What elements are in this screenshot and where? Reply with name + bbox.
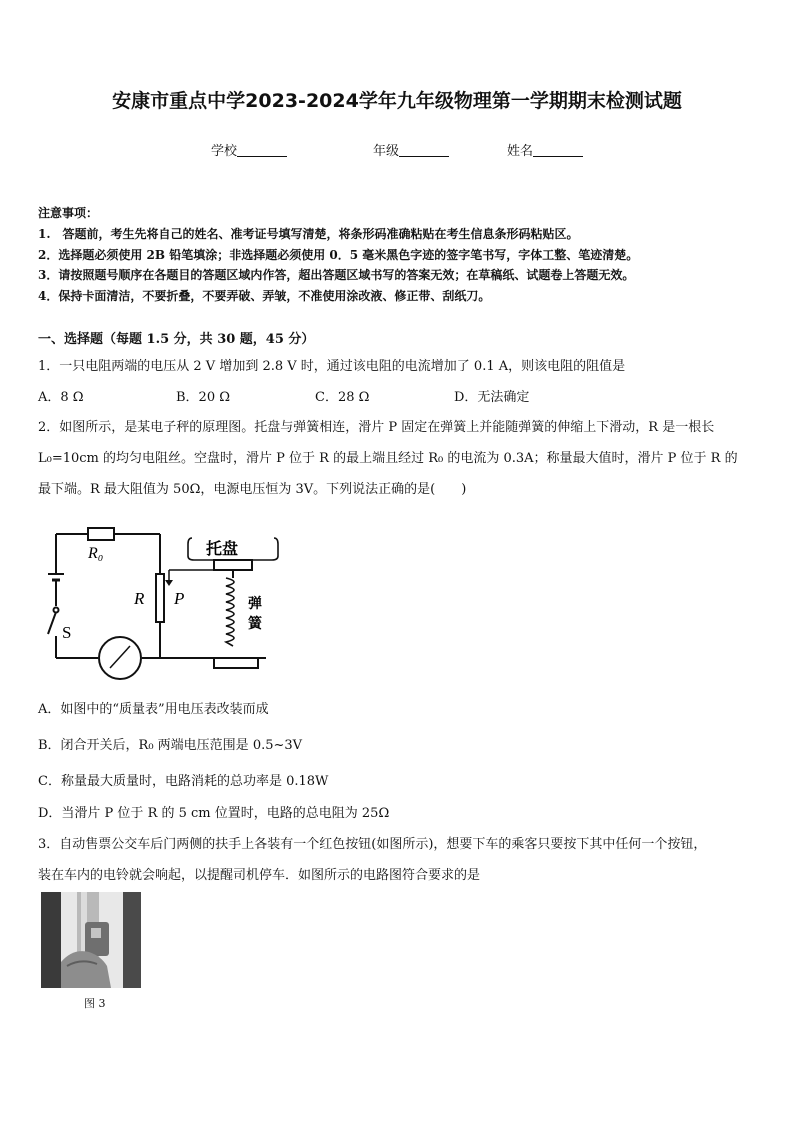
q2-option-a: A．如图中的“质量表”用电压表改装而成 bbox=[38, 702, 269, 717]
label-r: R bbox=[134, 589, 145, 608]
q1-option-d: D．无法确定 bbox=[454, 390, 530, 405]
spring-base bbox=[214, 658, 258, 668]
q2-line: L₀=10cm 的均匀电阻丝。空盘时，滑片 P 位于 R 的最上端且经过 R₀ 的电流为 0.3A；称量最大值时，滑片 P 位于 R 的 bbox=[38, 451, 738, 466]
name-label: 姓名 bbox=[507, 144, 534, 159]
label-s: S bbox=[62, 623, 72, 642]
q3-line: 装在车内的电铃就会响起，以提醒司机停车．如图所示的电路图符合要求的是 bbox=[38, 868, 481, 883]
scale-circuit-diagram bbox=[36, 520, 286, 680]
school-label: 学校 bbox=[211, 144, 238, 159]
q2-line: 最下端。R 最大阻值为 50Ω，电源电压恒为 3V。下列说法正确的是( ) bbox=[38, 482, 467, 497]
q2-option-b: B．闭合开关后，R₀ 两端电压范围是 0.5~3V bbox=[38, 738, 303, 753]
q3-line: 3．自动售票公交车后门两侧的扶手上各装有一个红色按钮(如图所示)，想要下车的乘客只要按下其中任何一个按钮， bbox=[38, 837, 707, 852]
label-p: P bbox=[174, 589, 185, 608]
grade-label: 年级 bbox=[373, 144, 400, 159]
q1-option-c: C．28 Ω bbox=[315, 390, 370, 405]
q1-stem: 1．一只电阻两端的电压从 2 V 增加到 2.8 V 时，通过该电阻的电流增加了 0.1 A，则该电阻的阻值是 bbox=[38, 359, 626, 374]
school-blank bbox=[237, 144, 287, 157]
figure-3-caption: 图 3 bbox=[84, 997, 106, 1010]
q1-option-a: A．8 Ω bbox=[38, 390, 84, 405]
q1-option-b: B．20 Ω bbox=[176, 390, 231, 405]
resistor-r0 bbox=[88, 528, 114, 540]
school-field bbox=[211, 140, 287, 159]
name-field bbox=[507, 140, 583, 159]
rheostat-r bbox=[156, 574, 164, 622]
slider-p bbox=[165, 580, 173, 586]
switch-s bbox=[48, 612, 56, 634]
bus-button-photo bbox=[41, 892, 141, 988]
q2-option-d: D．当滑片 P 位于 R 的 5 cm 位置时，电路的总电阻为 25Ω bbox=[38, 806, 390, 821]
page-title: 安康市重点中学2023-2024学年九年级物理第一学期期末检测试题 bbox=[112, 90, 682, 112]
note-item: 1. 答题前，考生先将自己的姓名、准考证号填写清楚，将条形码准确粘贴在考生信息条形码粘贴区。 bbox=[38, 227, 579, 241]
spring bbox=[226, 578, 234, 646]
section-heading: 一、选择题（每题 1.5 分，共 30 题，45 分） bbox=[38, 332, 315, 347]
note-item: 3．请按照题号顺序在各题目的答题区域内作答，超出答题区域书写的答案无效；在草稿纸、试题卷上答题无效。 bbox=[38, 268, 635, 282]
q2-option-c: C．称量最大质量时，电路消耗的总功率是 0.18W bbox=[38, 774, 329, 789]
label-r0: R₀ bbox=[88, 545, 104, 562]
label-tray: 托盘 bbox=[206, 539, 239, 558]
label-spring-1: 弹 bbox=[248, 596, 262, 612]
label-spring-2: 簧 bbox=[248, 616, 262, 632]
note-item: 4．保持卡面清洁，不要折叠，不要弄破、弄皱，不准使用涂改液、修正带、刮纸刀。 bbox=[38, 289, 491, 303]
name-blank bbox=[533, 144, 583, 157]
grade-field bbox=[373, 140, 449, 159]
notes-heading: 注意事项： bbox=[38, 206, 99, 220]
tray-plate bbox=[214, 560, 252, 570]
grade-blank bbox=[399, 144, 449, 157]
note-item: 2．选择题必须使用 2B 铅笔填涂；非选择题必须使用 0．5 毫米黑色字迹的签字笔书写，字体工整、笔迹清楚。 bbox=[38, 248, 639, 262]
q2-line: 2．如图所示，是某电子秤的原理图。托盘与弹簧相连，滑片 P 固定在弹簧上并能随弹簧的伸缩上下滑动，R 是一根长 bbox=[38, 420, 715, 435]
